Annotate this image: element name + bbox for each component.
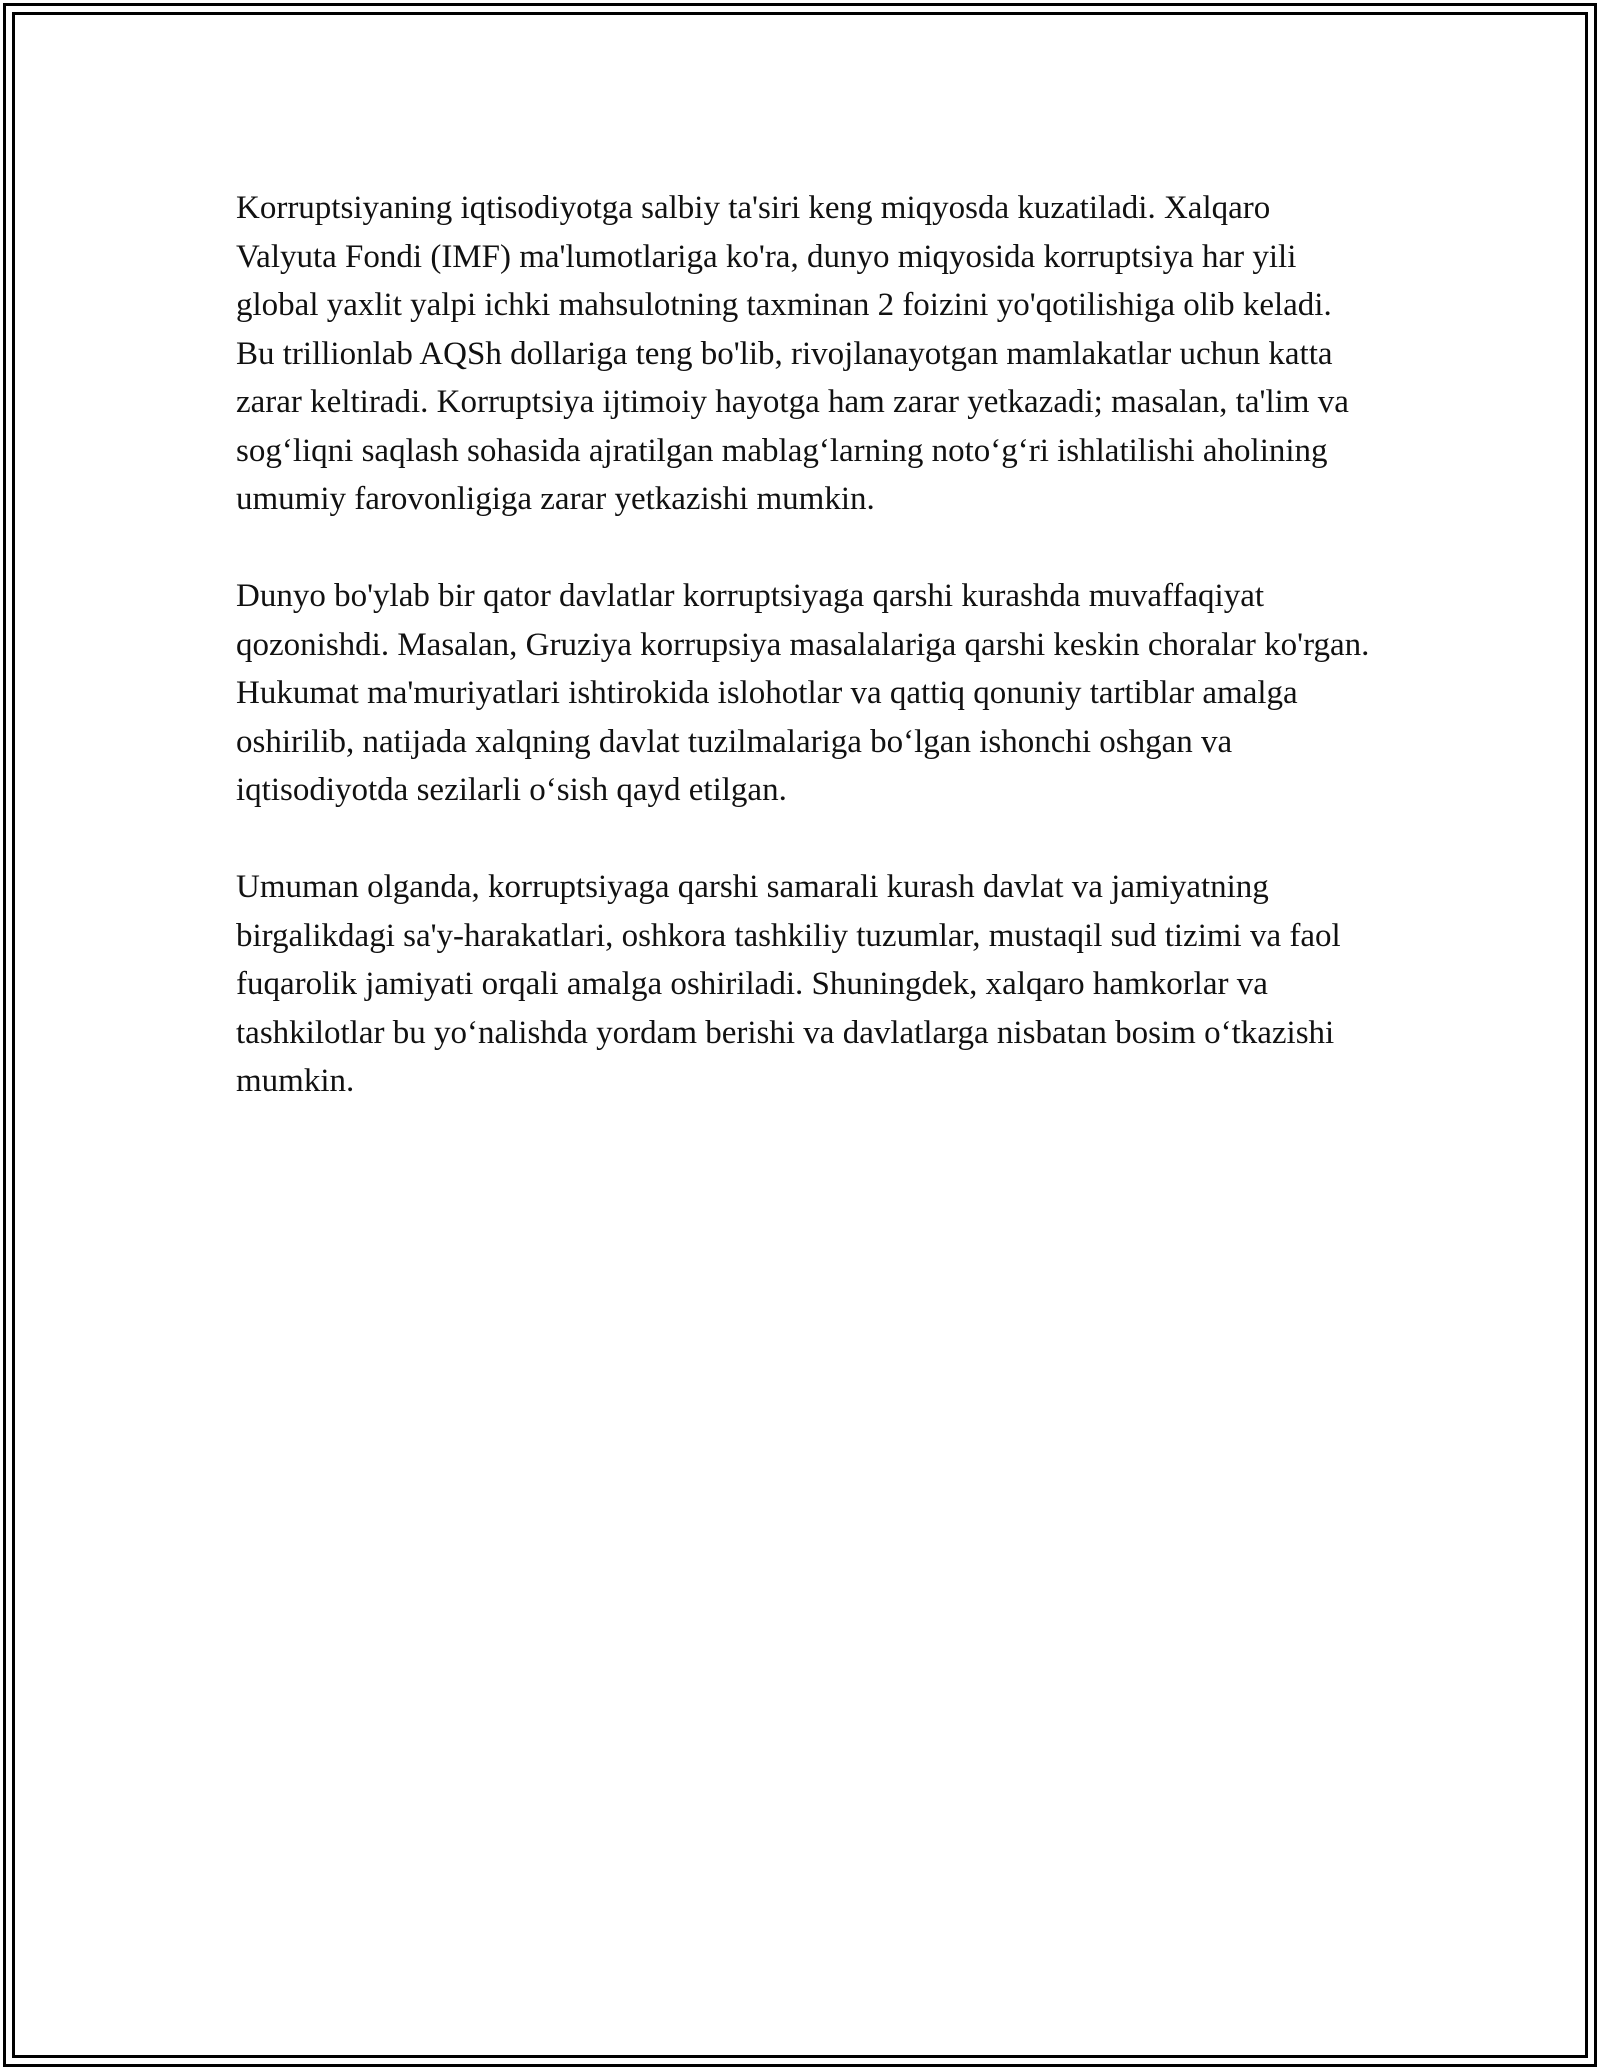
paragraph-1: Korruptsiyaning iqtisodiyotga salbiy ta'siri keng miqyosda kuzatiladi. Xalqaro Valyuta Fondi (IMF) ma'lumotlariga ko'ra, dunyo miqyosida korruptsiya har yili global yaxlit yalpi ichki mahsulotning taxminan 2 foizini yo'qotilishiga olib keladi. Bu trillionlab AQSh dollariga teng bo'lib, rivojlanayotgan mamlakatlar uchun katta zarar keltiradi. Korruptsiya ijtimoiy hayotga ham zarar yetkazadi; masalan, ta'lim va sog‘liqni saqlash sohasida ajratilgan mablag‘larning noto‘g‘ri ishlatilishi aholining umumiy farovonligiga zarar yetkazishi mumkin. bbox=[236, 190, 1349, 517]
paragraph-2: Dunyo bo'ylab bir qator davlatlar korruptsiyaga qarshi kurashda muvaffaqiyat qozonishdi. Masalan, Gruziya korrupsiya masalalariga qarshi keskin choralar ko'rgan. Hukumat ma'muriyatlari ishtirokida islohotlar va qattiq qonuniy tartiblar amalga oshirilib, natijada xalqning davlat tuzilmalariga bo‘lgan ishonchi oshgan va iqtisodiyotda sezilarli o‘sish qayd etilgan. bbox=[236, 578, 1370, 808]
paragraph-3: Umuman olganda, korruptsiyaga qarshi samarali kurash davlat va jamiyatning birgalikdagi sa'y-harakatlari, oshkora tashkiliy tuzumlar, mustaqil sud tizimi va faol fuqarolik jamiyati orqali amalga oshiriladi. Shuningdek, xalqaro hamkorlar va tashkilotlar bu yo‘nalishda yordam berishi va davlatlarga nisbatan bosim o‘tkazishi mumkin. bbox=[236, 869, 1341, 1099]
document-body bbox=[236, 184, 1376, 1154]
